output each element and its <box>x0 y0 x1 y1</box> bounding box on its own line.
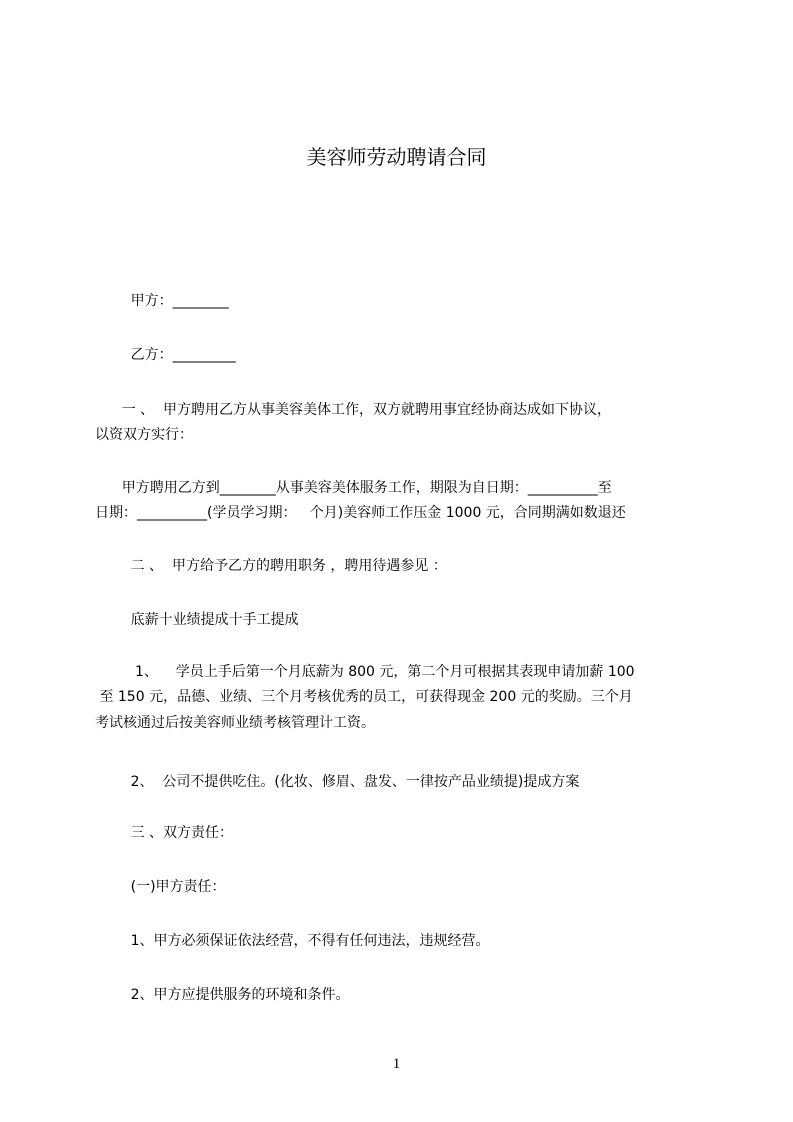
page-number: 1 <box>392 1056 401 1072</box>
party-a-line: 甲方：________ <box>95 293 229 309</box>
paragraph-line: 底薪十业绩提成十手工提成 <box>95 612 299 628</box>
subsection-line: (一)甲方责任： <box>95 879 226 895</box>
item-2-line: 2、 公司不提供吃住。(化妆、修眉、盘发、一律按产品业绩提)提成方案 <box>95 774 580 790</box>
party-b-line: 乙方：_________ <box>95 347 236 363</box>
item-line: 1、甲方必须保证依法经营，不得有任何违法，违规经营。 <box>95 933 490 949</box>
paragraph-line: 甲方聘用乙方到________从事美容美体服务工作，期限为自日期：__________至 <box>95 480 612 496</box>
section-3-line: 三 、双方责任： <box>95 825 234 841</box>
section-2-line: 二 、 甲方给予乙方的聘用职务 ，聘用待遇参见 ： <box>95 558 447 574</box>
paragraph-line: 日期：__________(学员学习期： 个月)美容师工作压金 1000 元，合同期满如数退还 <box>95 505 626 521</box>
item-1-line: 至 150 元，品德、业绩、三个月考核优秀的员工，可获得现金 200 元的奖励。三个月 <box>95 689 633 705</box>
item-line: 2、甲方应提供服务的环境和条件。 <box>95 987 350 1003</box>
item-1-line: 1、 学员上手后第一个月底薪为 800 元，第二个月可根据其表现申请加薪 100 <box>95 664 635 680</box>
document-title: 美容师劳动聘请合同 <box>306 145 487 169</box>
section-1-line: 以资双方实行： <box>95 427 193 443</box>
section-1-line: 一 、 甲方聘用乙方从事美容美体工作，双方就聘用事宜经协商达成如下协议， <box>95 402 612 418</box>
item-1-line: 考试核通过后按美容师业绩考核管理计工资。 <box>95 715 375 731</box>
